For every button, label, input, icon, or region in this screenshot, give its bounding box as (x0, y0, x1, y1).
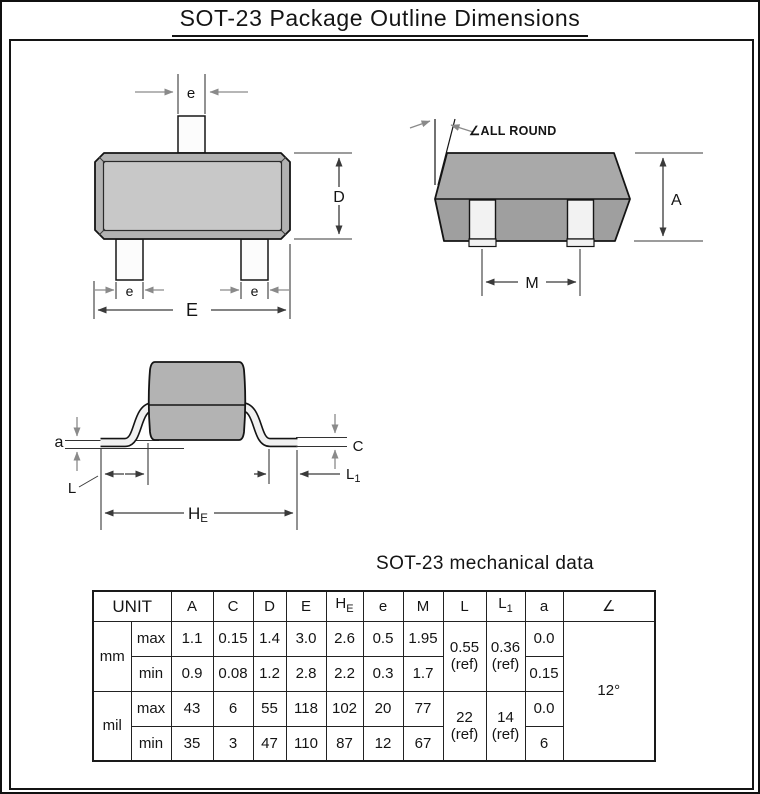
page-title-text: SOT-23 Package Outline Dimensions (172, 5, 589, 37)
header-L: L (443, 591, 486, 621)
label-M: M (525, 275, 539, 292)
table-header-row (93, 591, 655, 621)
dim-e-bottom-right (220, 282, 289, 299)
cell-mm-max-C: 0.15 (213, 621, 253, 656)
front-view-lead-left (469, 200, 496, 247)
dim-A (634, 153, 703, 241)
header-M: M (403, 591, 443, 621)
label-A: A (671, 192, 682, 209)
limit-max: max (131, 621, 171, 656)
dim-M (482, 249, 580, 296)
cell-mil-max-D: 55 (253, 691, 286, 726)
front-view-lead-right (567, 200, 594, 247)
header-e: e (363, 591, 403, 621)
top-view-lead-top (178, 116, 205, 153)
cell-mil-min-e: 12 (363, 726, 403, 761)
label-HE: HE (188, 504, 208, 525)
side-view-body (149, 362, 246, 440)
dim-e-bottom-left (95, 282, 164, 299)
cell-mm-min-HE: 2.2 (326, 656, 363, 691)
header-a: a (525, 591, 563, 621)
dim-e-top (135, 74, 248, 114)
label-a: a (54, 434, 64, 451)
row-mm-max (93, 621, 655, 656)
cell-mil-max-a: 0.0 (525, 691, 563, 726)
header-angle: ∠ (563, 591, 655, 621)
cell-mm-max-HE: 2.6 (326, 621, 363, 656)
cell-mil-min-HE: 87 (326, 726, 363, 761)
label-e-bottom-left: e (125, 283, 134, 299)
cell-mil-min-a: 6 (525, 726, 563, 761)
label-D: D (333, 189, 345, 206)
cell-mil-min-A: 35 (171, 726, 213, 761)
top-view-body-inner (104, 162, 282, 231)
dim-C (296, 414, 364, 469)
cell-mil-max-C: 6 (213, 691, 253, 726)
label-e-bottom-right: e (250, 283, 259, 299)
cell-mil-L1: 14 (ref) (486, 691, 525, 761)
header-C: C (213, 591, 253, 621)
cell-mil-min-M: 67 (403, 726, 443, 761)
cell-mm-max-A: 1.1 (171, 621, 213, 656)
cell-mm-min-A: 0.9 (171, 656, 213, 691)
cell-mm-min-D: 1.2 (253, 656, 286, 691)
cell-mil-L: 22 (ref) (443, 691, 486, 761)
cell-mil-max-M: 77 (403, 691, 443, 726)
cell-mil-min-C: 3 (213, 726, 253, 761)
header-D: D (253, 591, 286, 621)
cell-mil-max-e: 20 (363, 691, 403, 726)
mechanical-data-table (92, 590, 656, 762)
dim-HE (105, 504, 293, 525)
cell-mm-max-M: 1.95 (403, 621, 443, 656)
dim-L (68, 443, 148, 530)
unit-mm: mm (93, 621, 131, 691)
label-all-round: ∠ALL ROUND (469, 124, 557, 138)
header-A: A (171, 591, 213, 621)
cell-mm-max-E: 3.0 (286, 621, 326, 656)
cell-mm-L1: 0.36 (ref) (486, 621, 525, 691)
cell-angle: 12° (563, 621, 655, 761)
cell-mm-L: 0.55 (ref) (443, 621, 486, 691)
dim-L1 (254, 449, 360, 530)
cell-mil-max-E: 118 (286, 691, 326, 726)
header-unit: UNIT (93, 591, 171, 621)
label-e-top: e (186, 85, 196, 102)
header-HE: $H_E$ (326, 591, 363, 621)
cell-mm-max-e: 0.5 (363, 621, 403, 656)
top-view-diagram (94, 74, 352, 320)
limit-min: min (131, 726, 171, 761)
label-L1: $L_1$ (346, 466, 361, 485)
label-L: L (67, 480, 77, 497)
limit-min: min (131, 656, 171, 691)
limit-max: max (131, 691, 171, 726)
header-L1: $L_1$ (486, 591, 525, 621)
header-E: E (286, 591, 326, 621)
front-view-diagram (410, 119, 703, 296)
cell-mm-min-E: 2.8 (286, 656, 326, 691)
cell-mm-min-e: 0.3 (363, 656, 403, 691)
top-view-lead-bottom-left (116, 239, 143, 280)
dim-D (294, 153, 352, 239)
cell-mm-max-a: 0.0 (525, 621, 563, 656)
cell-mil-max-HE: 102 (326, 691, 363, 726)
cell-mil-max-A: 43 (171, 691, 213, 726)
side-view-diagram (55, 362, 364, 530)
cell-mm-min-a: 0.15 (525, 656, 563, 691)
cell-mil-min-E: 110 (286, 726, 326, 761)
cell-mm-min-C: 0.08 (213, 656, 253, 691)
top-view-lead-bottom-right (241, 239, 268, 280)
dim-a (55, 417, 77, 471)
front-view-body-topface (435, 153, 630, 199)
cell-mil-min-D: 47 (253, 726, 286, 761)
unit-mil: mil (93, 691, 131, 761)
table-title: SOT-23 mechanical data (376, 553, 594, 574)
label-C: C (352, 438, 364, 455)
label-E: E (185, 300, 199, 320)
cell-mm-max-D: 1.4 (253, 621, 286, 656)
cell-mm-min-M: 1.7 (403, 656, 443, 691)
